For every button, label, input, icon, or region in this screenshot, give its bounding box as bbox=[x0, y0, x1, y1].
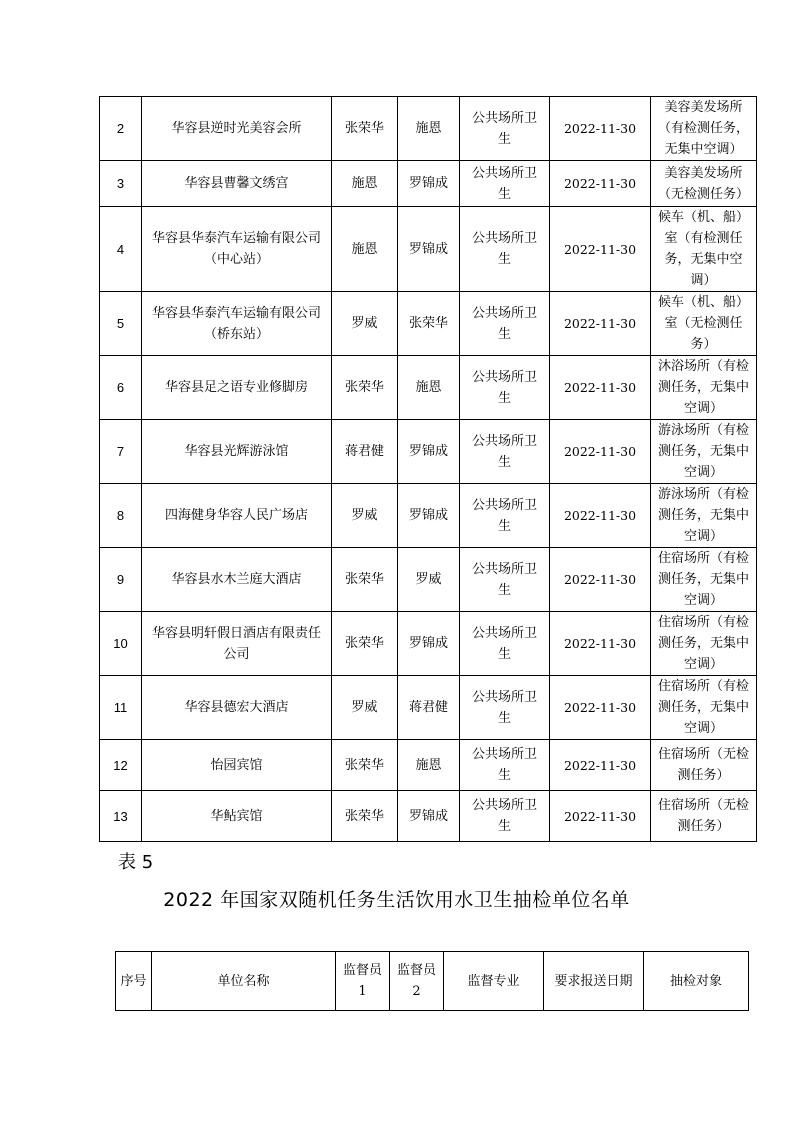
cell-specialty bbox=[460, 676, 550, 740]
header-no: 序号 bbox=[116, 952, 152, 1011]
cell-specialty bbox=[460, 484, 550, 548]
cell-line: 测任务） bbox=[677, 819, 730, 834]
cell-line: 空调） bbox=[683, 401, 723, 416]
table-row bbox=[100, 612, 757, 676]
cell-line: 华容县足之语专业修脚房 bbox=[164, 380, 308, 395]
cell-date: 2022-11-30 bbox=[550, 548, 651, 612]
cell-specialty bbox=[460, 292, 550, 356]
cell-line: 生 bbox=[497, 390, 511, 406]
cell-date: 2022-11-30 bbox=[550, 420, 651, 484]
cell-line: 公共场所卫 bbox=[471, 497, 537, 513]
cell-line: 生 bbox=[497, 131, 511, 147]
cell-line: 测任务，无集中 bbox=[657, 444, 749, 459]
cell-line: 测任务，无集中 bbox=[657, 508, 749, 523]
cell-target bbox=[651, 548, 757, 612]
cell-line: 务） bbox=[690, 337, 717, 352]
cell-line: 公共场所卫 bbox=[471, 433, 537, 449]
cell-line: 公共场所卫 bbox=[471, 798, 537, 813]
table-row bbox=[100, 740, 757, 791]
cell-target bbox=[651, 97, 757, 161]
cell-line: 住宿场所（无检 bbox=[657, 798, 749, 813]
table-row bbox=[100, 676, 757, 740]
table-row bbox=[100, 420, 757, 484]
cell-line: 测任务） bbox=[677, 768, 730, 783]
cell-no: 6 bbox=[100, 356, 142, 420]
cell-inspector2: 施恩 bbox=[398, 97, 460, 161]
cell-line: 测任务，无集中 bbox=[657, 572, 749, 587]
cell-date: 2022-11-30 bbox=[550, 356, 651, 420]
cell-line: （桥东站） bbox=[203, 326, 269, 342]
cell-line: 测任务，无集中 bbox=[657, 700, 749, 715]
cell-line: 生 bbox=[497, 252, 511, 267]
header-specialty: 监督专业 bbox=[444, 952, 544, 1011]
cell-line: 公共场所卫 bbox=[471, 561, 537, 577]
cell-target bbox=[651, 676, 757, 740]
cell-inspector2: 罗锦成 bbox=[398, 612, 460, 676]
cell-unit bbox=[142, 612, 332, 676]
cell-inspector2: 罗威 bbox=[398, 548, 460, 612]
cell-date: 2022-11-30 bbox=[550, 292, 651, 356]
cell-line: 美容美发场所 bbox=[664, 100, 743, 115]
cell-unit bbox=[142, 161, 332, 207]
cell-date: 2022-11-30 bbox=[550, 97, 651, 161]
cell-inspector1: 罗威 bbox=[332, 292, 398, 356]
cell-inspector2: 施恩 bbox=[398, 740, 460, 791]
cell-line: 候车（机、船） bbox=[657, 295, 749, 310]
cell-specialty bbox=[460, 207, 550, 292]
cell-line: 生 bbox=[497, 646, 511, 662]
cell-line: （中心站） bbox=[203, 252, 269, 267]
cell-line: 空调） bbox=[683, 529, 723, 544]
cell-line: 生 bbox=[497, 186, 511, 202]
cell-line: 华容县曹馨文绣宫 bbox=[184, 176, 289, 191]
cell-inspector2: 蒋君健 bbox=[398, 676, 460, 740]
cell-date: 2022-11-30 bbox=[550, 676, 651, 740]
cell-no: 10 bbox=[100, 612, 142, 676]
cell-target bbox=[651, 740, 757, 791]
cell-target bbox=[651, 292, 757, 356]
cell-line: 华容县逆时光美容会所 bbox=[171, 121, 302, 136]
inspection-table-5 bbox=[115, 951, 749, 1011]
cell-line: 华容县德宏大酒店 bbox=[184, 700, 289, 715]
cell-date: 2022-11-30 bbox=[550, 484, 651, 548]
cell-line: 住宿场所（无检 bbox=[657, 747, 749, 762]
cell-target bbox=[651, 420, 757, 484]
cell-line: 游泳场所（有检 bbox=[657, 423, 749, 438]
cell-target bbox=[651, 356, 757, 420]
cell-line: 务，无集中空 bbox=[664, 252, 743, 267]
table4-body bbox=[100, 97, 757, 842]
cell-line: 室（有检测任 bbox=[664, 231, 743, 246]
table-row bbox=[100, 207, 757, 292]
cell-line: 公司 bbox=[223, 646, 250, 662]
cell-line: 美容美发场所 bbox=[664, 165, 743, 181]
cell-line: 住宿场所（有检 bbox=[657, 551, 749, 566]
cell-line: 四海健身华容人民广场店 bbox=[164, 508, 308, 523]
cell-line: 华容县光辉游泳馆 bbox=[184, 444, 289, 459]
cell-unit bbox=[142, 791, 332, 842]
cell-inspector1: 罗威 bbox=[332, 676, 398, 740]
cell-date: 2022-11-30 bbox=[550, 207, 651, 292]
cell-line: 住宿场所（有检 bbox=[657, 615, 749, 630]
cell-line: 公共场所卫 bbox=[471, 747, 537, 762]
cell-specialty bbox=[460, 97, 550, 161]
cell-unit bbox=[142, 207, 332, 292]
cell-line: 生 bbox=[497, 454, 511, 470]
cell-date: 2022-11-30 bbox=[550, 612, 651, 676]
cell-no: 13 bbox=[100, 791, 142, 842]
cell-line: 公共场所卫 bbox=[471, 231, 537, 246]
cell-line: 华容县华泰汽车运输有限公司 bbox=[151, 231, 321, 246]
table-5-label: 表 5 bbox=[118, 852, 154, 873]
cell-specialty bbox=[460, 612, 550, 676]
cell-line: 无集中空调） bbox=[664, 142, 743, 157]
cell-line: 公共场所卫 bbox=[471, 689, 537, 705]
cell-no: 12 bbox=[100, 740, 142, 791]
cell-inspector2: 施恩 bbox=[398, 356, 460, 420]
cell-line: （有检测任务， bbox=[657, 121, 749, 136]
table-row bbox=[100, 161, 757, 207]
cell-line: （无检测任务） bbox=[657, 186, 749, 202]
cell-date: 2022-11-30 bbox=[550, 740, 651, 791]
cell-unit bbox=[142, 292, 332, 356]
cell-target bbox=[651, 791, 757, 842]
cell-line: 公共场所卫 bbox=[471, 110, 537, 126]
cell-specialty bbox=[460, 161, 550, 207]
cell-inspector1: 施恩 bbox=[332, 161, 398, 207]
inspection-table-4 bbox=[99, 96, 757, 842]
cell-line: 公共场所卫 bbox=[471, 165, 537, 181]
cell-line: 生 bbox=[497, 326, 511, 342]
cell-unit bbox=[142, 356, 332, 420]
cell-inspector1: 张荣华 bbox=[332, 612, 398, 676]
cell-line: 空调） bbox=[683, 593, 723, 608]
cell-inspector1: 罗威 bbox=[332, 484, 398, 548]
header-inspector2: 监督员 2 bbox=[390, 952, 444, 1011]
cell-no: 5 bbox=[100, 292, 142, 356]
cell-specialty bbox=[460, 740, 550, 791]
cell-no: 11 bbox=[100, 676, 142, 740]
cell-inspector2: 罗锦成 bbox=[398, 791, 460, 842]
cell-line: 调） bbox=[690, 273, 717, 288]
cell-specialty bbox=[460, 356, 550, 420]
cell-line: 测任务，无集中 bbox=[657, 380, 749, 395]
cell-line: 公共场所卫 bbox=[471, 305, 537, 321]
cell-line: 住宿场所（有检 bbox=[657, 679, 749, 694]
cell-line: 华容县水木兰庭大酒店 bbox=[171, 572, 302, 587]
cell-target bbox=[651, 161, 757, 207]
cell-inspector1: 张荣华 bbox=[332, 356, 398, 420]
cell-inspector1: 张荣华 bbox=[332, 548, 398, 612]
cell-target bbox=[651, 207, 757, 292]
cell-no: 9 bbox=[100, 548, 142, 612]
cell-line: 生 bbox=[497, 819, 511, 834]
table-row bbox=[100, 292, 757, 356]
cell-target bbox=[651, 484, 757, 548]
cell-line: 空调） bbox=[683, 657, 723, 672]
table-row bbox=[100, 97, 757, 161]
cell-inspector1: 施恩 bbox=[332, 207, 398, 292]
cell-inspector2: 罗锦成 bbox=[398, 420, 460, 484]
header-unit: 单位名称 bbox=[152, 952, 336, 1011]
cell-line: 空调） bbox=[683, 465, 723, 480]
table-row bbox=[100, 484, 757, 548]
table-row bbox=[100, 356, 757, 420]
cell-line: 华鲇宾馆 bbox=[210, 808, 263, 824]
cell-unit bbox=[142, 97, 332, 161]
cell-unit bbox=[142, 548, 332, 612]
cell-inspector2: 张荣华 bbox=[398, 292, 460, 356]
cell-unit bbox=[142, 740, 332, 791]
cell-no: 4 bbox=[100, 207, 142, 292]
cell-no: 8 bbox=[100, 484, 142, 548]
table-row bbox=[100, 791, 757, 842]
header-inspector1: 监督员 1 bbox=[336, 952, 390, 1011]
cell-line: 华容县华泰汽车运输有限公司 bbox=[151, 305, 321, 321]
cell-line: 游泳场所（有检 bbox=[657, 487, 749, 502]
header-target: 抽检对象 bbox=[644, 952, 749, 1011]
cell-line: 生 bbox=[497, 710, 511, 726]
cell-unit bbox=[142, 420, 332, 484]
cell-specialty bbox=[460, 420, 550, 484]
cell-inspector2: 罗锦成 bbox=[398, 161, 460, 207]
cell-unit bbox=[142, 676, 332, 740]
table-header-row bbox=[116, 952, 749, 1011]
cell-target bbox=[651, 612, 757, 676]
cell-line: 生 bbox=[497, 518, 511, 534]
cell-line: 生 bbox=[497, 582, 511, 598]
cell-inspector1: 张荣华 bbox=[332, 97, 398, 161]
cell-date: 2022-11-30 bbox=[550, 161, 651, 207]
cell-line: 空调） bbox=[683, 721, 723, 736]
cell-line: 测任务，无集中 bbox=[657, 636, 749, 651]
cell-date: 2022-11-30 bbox=[550, 791, 651, 842]
header-date: 要求报送日期 bbox=[544, 952, 644, 1011]
cell-inspector2: 罗锦成 bbox=[398, 207, 460, 292]
cell-unit bbox=[142, 484, 332, 548]
cell-line: 沐浴场所（有检 bbox=[657, 359, 749, 374]
cell-no: 7 bbox=[100, 420, 142, 484]
table-5-title: 2022 年国家双随机任务生活饮用水卫生抽检单位名单 bbox=[163, 889, 630, 911]
cell-line: 室（无检测任 bbox=[664, 316, 743, 331]
cell-line: 公共场所卫 bbox=[471, 625, 537, 641]
cell-no: 2 bbox=[100, 97, 142, 161]
cell-line: 怡园宾馆 bbox=[210, 757, 263, 773]
table-row bbox=[100, 548, 757, 612]
cell-no: 3 bbox=[100, 161, 142, 207]
cell-specialty bbox=[460, 791, 550, 842]
cell-line: 生 bbox=[497, 768, 511, 783]
cell-line: 候车（机、船） bbox=[657, 210, 749, 225]
cell-line: 华容县明轩假日酒店有限责任 bbox=[151, 625, 321, 641]
cell-line: 公共场所卫 bbox=[471, 369, 537, 385]
cell-inspector1: 蒋君健 bbox=[332, 420, 398, 484]
cell-inspector1: 张荣华 bbox=[332, 791, 398, 842]
cell-inspector1: 张荣华 bbox=[332, 740, 398, 791]
cell-specialty bbox=[460, 548, 550, 612]
cell-inspector2: 罗锦成 bbox=[398, 484, 460, 548]
